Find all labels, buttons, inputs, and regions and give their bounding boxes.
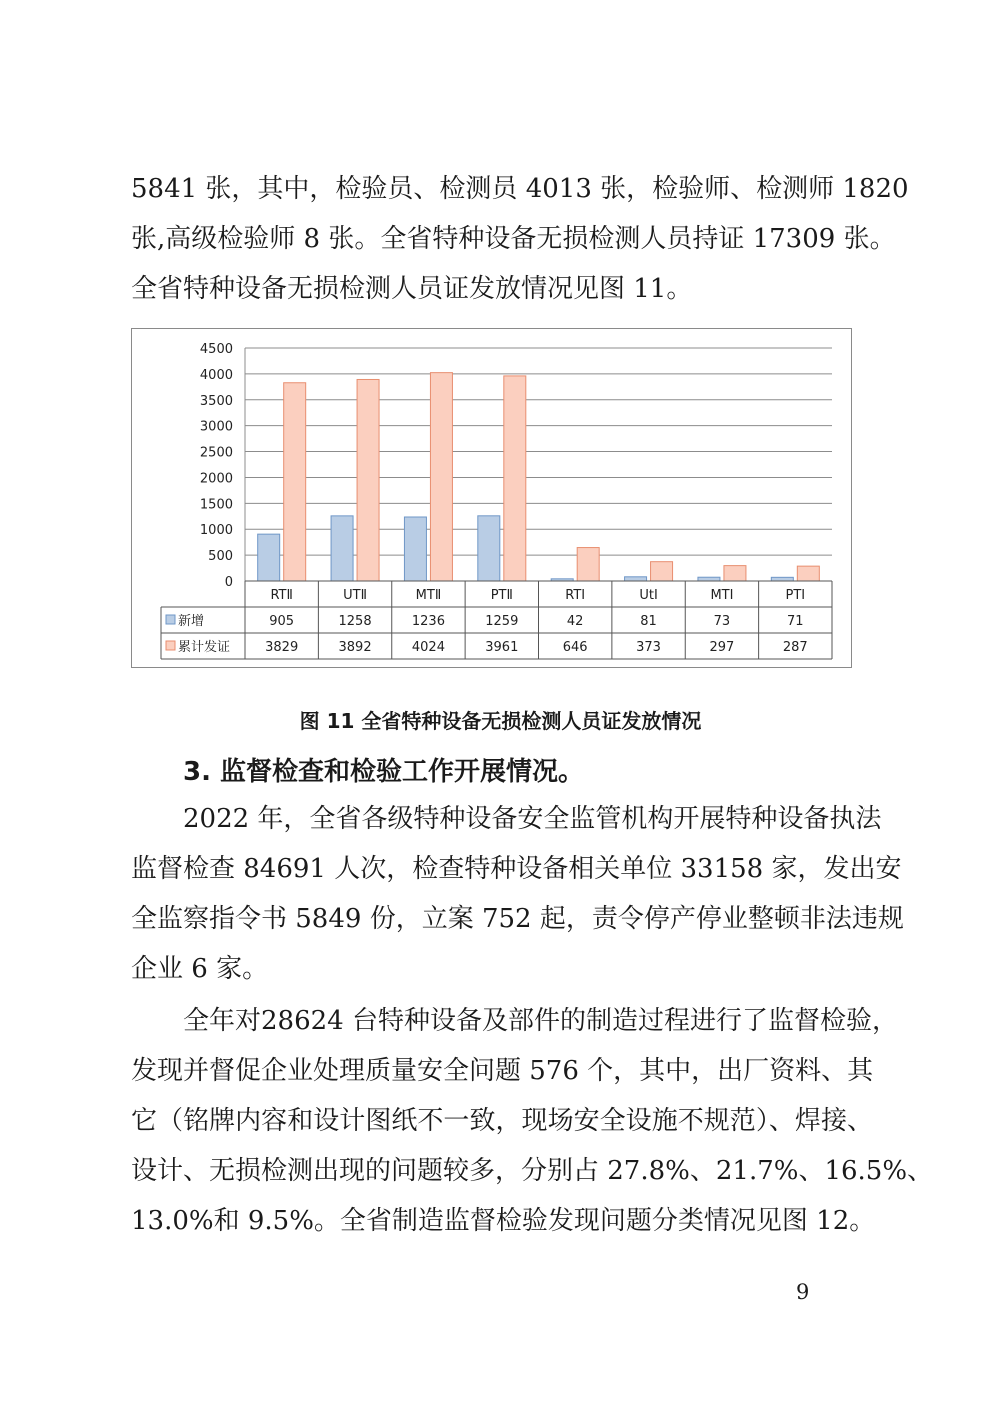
data-label: 81 — [640, 614, 657, 629]
bar-cumulative — [504, 376, 526, 581]
y-tick-label: 4000 — [199, 367, 233, 383]
bar-cumulative — [651, 562, 673, 581]
legend-swatch — [166, 615, 175, 624]
bar-new — [625, 577, 647, 581]
data-label: 373 — [636, 640, 661, 655]
y-tick-label: 3000 — [199, 419, 233, 435]
category-label: MTⅡ — [415, 588, 442, 603]
category-label: PTⅡ — [490, 588, 513, 603]
category-label: RTⅠ — [565, 588, 586, 603]
intro-line-3: 全省特种设备无损检测人员证发放情况见图 11。 — [131, 274, 693, 304]
data-label: 287 — [782, 640, 808, 655]
bar-new — [478, 516, 500, 581]
bar-new — [331, 516, 353, 581]
para2-line-4: 设计、无损检测出现的问题较多，分别占 27.8%、21.7%、16.5%、 — [131, 1156, 934, 1186]
para1-line-2: 监督检查 84691 人次，检查特种设备相关单位 33158 家，发出安 — [131, 854, 902, 884]
bar-cumulative — [724, 566, 746, 581]
intro-line-1: 5841 张，其中，检验员、检测员 4013 张，检验师、检测师 1820 — [131, 174, 909, 204]
figure-caption: 图 11 全省特种设备无损检测人员证发放情况 — [299, 709, 702, 733]
y-tick-label: 2500 — [199, 445, 233, 461]
data-label: 42 — [566, 614, 584, 629]
data-label: 1258 — [338, 614, 372, 629]
page-number: 9 — [796, 1280, 810, 1304]
bar-cumulative — [797, 566, 819, 581]
bar-new — [258, 534, 280, 581]
para1-line-4: 企业 6 家。 — [131, 954, 269, 984]
bar-cumulative — [284, 383, 306, 581]
data-label: 3961 — [485, 640, 519, 655]
data-label: 73 — [713, 614, 731, 629]
category-label: MTⅠ — [710, 588, 734, 603]
bar-cumulative — [577, 548, 599, 581]
bar-new — [698, 577, 720, 581]
bar-new — [771, 577, 793, 581]
y-tick-label: 4500 — [199, 342, 233, 357]
category-label: PTⅠ — [785, 588, 806, 603]
category-label: UtⅠ — [639, 588, 658, 603]
data-label: 646 — [562, 640, 588, 655]
y-tick-label: 1500 — [199, 497, 233, 513]
para1-line-3: 全监察指令书 5849 份，立案 752 起，责令停产停业整顿非法违规 — [131, 904, 904, 934]
y-tick-label: 1000 — [199, 523, 233, 539]
bar-new — [404, 517, 426, 581]
data-label: 1236 — [411, 614, 445, 629]
data-label: 3829 — [265, 640, 299, 655]
y-tick-label: 2000 — [199, 471, 233, 487]
para2-line-5: 13.0%和 9.5%。全省制造监督检验发现问题分类情况见图 12。 — [131, 1206, 876, 1236]
y-tick-label: 500 — [208, 549, 233, 565]
intro-line-2: 张,高级检验师 8 张。全省特种设备无损检测人员持证 17309 张。 — [131, 224, 896, 254]
para1-line-1: 2022 年，全省各级特种设备安全监管机构开展特种设备执法 — [183, 804, 882, 834]
bar-chart — [132, 329, 851, 667]
data-label: 905 — [269, 614, 295, 629]
data-label: 71 — [787, 614, 804, 629]
y-tick-label: 0 — [224, 575, 233, 590]
para2-line-2: 发现并督促企业处理质量安全问题 576 个，其中，出厂资料、其 — [131, 1056, 874, 1086]
data-label: 1259 — [485, 614, 519, 629]
category-label: RTⅡ — [270, 588, 293, 603]
para2-line-3: 它（铭牌内容和设计图纸不一致，现场安全设施不规范）、焊接、 — [131, 1106, 873, 1136]
data-label: 4024 — [411, 640, 445, 655]
data-label: 3892 — [338, 640, 372, 655]
para2-line-1: 全年对28624 台特种设备及部件的制造过程进行了监督检验， — [183, 1006, 898, 1036]
figure-11 — [131, 328, 852, 668]
y-tick-label: 3500 — [199, 393, 233, 409]
data-label: 297 — [709, 640, 735, 655]
bar-cumulative — [430, 373, 452, 581]
legend-label: 累计发证 — [178, 640, 231, 655]
section-heading: 3. 监督检查和检验工作开展情况。 — [183, 757, 585, 787]
legend-label: 新增 — [178, 614, 205, 629]
category-label: UTⅡ — [343, 588, 367, 603]
bar-cumulative — [357, 379, 379, 581]
legend-swatch — [166, 641, 175, 650]
